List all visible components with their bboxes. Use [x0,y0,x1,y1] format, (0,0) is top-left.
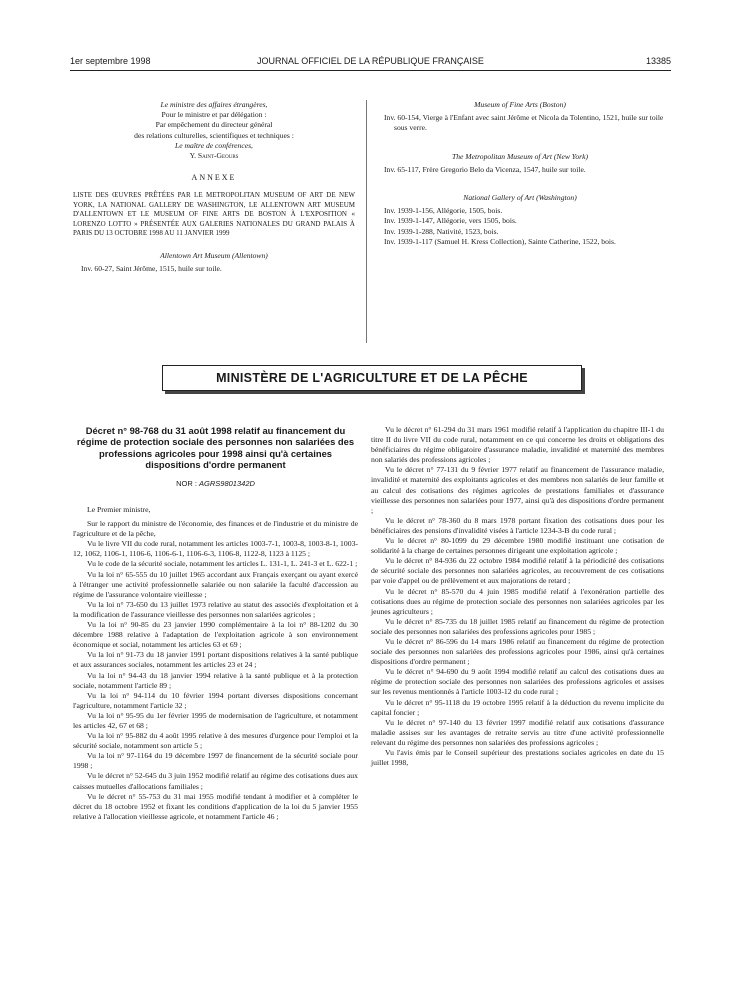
inventory-list [376,206,664,247]
header-page-number: 13385 [645,56,671,66]
museum-name: Allentown Art Museum (Allentown) [160,250,268,260]
decree-body-right [371,425,664,768]
decree-paragraph: Vu le décret n° 61-294 du 31 mars 1961 modifié relatif à l'application du chapitre III-1 du titre II du livre VII du code rural, notamment en ce qui concerne les droits et obligations des bénéficiaires du régime obligatoire d'assurance maladie, invalidité et maternité des membres non salariés des professions agricoles ; [371,425,664,465]
decree-paragraph: Vu le décret n° 97-140 du 13 février 1997 modifié relatif aux cotisations d'assurance maladie assises sur les avantages de retraite servis au titre d'une activité professionnelle relevant du régime des personnes non salariées des professions agricoles ; [371,717,664,747]
decree-paragraph: Vu le livre VII du code rural, notamment les articles 1003-7-1, 1003-8, 1003-8-1, 1003-12, 1062, 1106-1, 1106-6, 1106-6-1, 1106-6-3, 1106-8, 1122-8, 1123 à 1125 ; [73,539,358,559]
decree-paragraph: Vu la loi n° 91-73 du 18 janvier 1991 portant dispositions relatives à la santé publique et aux assurances sociales, notamment les articles 23 et 24 ; [73,650,358,670]
top-right-column [376,100,664,265]
signature-line-2: Pour le ministre et par délégation : [161,110,267,120]
museum-name: Museum of Fine Arts (Boston) [474,100,566,109]
decree-paragraph: Vu le décret n° 85-570 du 4 juin 1985 modifié relatif à l'exonération partielle des cotisations dues au régime de protection sociale des personnes non salariées agricoles par les jeunes agriculteurs ; [371,586,664,616]
decree-paragraph: Vu l'avis émis par le Conseil supérieur des prestations sociales agricoles en date du 15 juillet 1998, [371,748,664,768]
signature-block [73,100,355,161]
inventory-item: Inv. 1939-1-288, Nativité, 1523, bois. [384,226,499,236]
decree-title: Décret n° 98-768 du 31 août 1998 relatif au financement du régime de protection sociale des personnes non salariées des professions agricoles pour 1998 ainsi qu'à certaines dispositions d'ordre permanent [76,425,355,470]
signature-line-1: Le ministre des affaires étrangères, [160,100,268,109]
header-rule [70,70,671,71]
inventory-list [376,113,664,133]
ministry-heading-box [162,365,582,391]
decree-paragraph: Vu la loi n° 73-650 du 13 juillet 1973 relative au statut des associés d'exploitation et à la modification de l'assurance vieillesse des personnes non salariées agricoles ; [73,599,358,619]
annexe-heading: ANNEXE [191,173,237,183]
decree-paragraph: Vu la loi n° 95-95 du 1er février 1995 de modernisation de l'agriculture, et notamment les articles 42, 67 et 68 ; [73,710,358,730]
decree-paragraph: Vu la loi n° 97-1164 du 19 décembre 1997 de financement de la sécurité sociale pour 1998 ; [73,751,358,771]
header-journal-title: JOURNAL OFFICIEL DE LA RÉPUBLIQUE FRANÇAISE [257,56,484,66]
decree-paragraph: Vu la loi n° 95-882 du 4 août 1995 relative à des mesures d'urgence pour l'emploi et la sécurité sociale, notamment son article 5 ; [73,731,358,751]
inventory-item: Inv. 65-117, Frère Gregorio Belo da Vicenza, 1547, huile sur toile. [384,164,586,174]
inventory-list [73,264,355,274]
inventory-item: Inv. 1939-1-147, Allégorie, vers 1505, bois. [384,216,517,226]
decree-paragraph: Vu le décret n° 78-360 du 8 mars 1978 portant fixation des cotisations dues pour les bénéficiaires des pensions d'invalidité visées à l'article 1234-3-B du code rural ; [371,515,664,535]
decree-paragraph: Vu le décret n° 77-131 du 9 février 1977 relatif au financement de l'assurance maladie, invalidité et maternité des exploitants agricoles et des membres non salariés de leur famille et au calcul des cotisations des régimes agricoles de prestations familiales et d'assurance vieillesse des personnes non salariées pour 1977, ainsi qu'à des dispositions d'ordre permanent ; [371,465,664,515]
inventory-item: Inv. 60-27, Saint Jérôme, 1515, huile sur toile. [81,264,222,274]
inventory-item: Inv. 1939-1-156, Allégorie, 1505, bois. [384,206,503,216]
decree-paragraph: Vu la loi n° 94-114 du 10 février 1994 portant diverses dispositions concernant l'agriculture, notamment l'article 32 ; [73,690,358,710]
museum-name: The Metropolitan Museum of Art (New York) [452,151,588,161]
ministry-heading: MINISTÈRE DE L'AGRICULTURE ET DE LA PÊCHE [216,371,528,385]
inventory-item: Inv. 1939-1-117 (Samuel H. Kress Collection), Sainte Catherine, 1522, bois. [384,236,616,246]
nor-reference [73,479,358,488]
decree-paragraph: Sur le rapport du ministre de l'économie, des finances et de l'industrie et du ministre de l'agriculture et de la pêche, [73,519,358,539]
signature-line-5: Le maître de conférences, [175,140,253,150]
decree-paragraph: Vu le code de la sécurité sociale, notamment les articles L. 131-1, L. 241-3 et L. 622-1 ; [87,559,358,569]
column-divider [366,100,367,343]
decree-paragraph: Vu le décret n° 95-1118 du 19 octobre 1995 relatif à la déduction du revenu implicite du capital foncier ; [371,697,664,717]
top-left-column [73,100,355,292]
decree-paragraph: Le Premier ministre, [87,505,151,514]
decree-paragraph: Vu le décret n° 55-753 du 31 mai 1955 modifié tendant à modifier et à compléter le décret du 18 octobre 1952 et fixant les conditions d'application de la loi du 5 janvier 1955 relative à l'allocation vieillesse agricole, et notamment l'article 46 ; [73,791,358,821]
decree-paragraph: Vu la loi n° 90-85 du 23 janvier 1990 complémentaire à la loi n° 88-1202 du 30 décembre 1988 relative à l'adaptation de l'exploitation agricole à son environnement économique et social, notamment les articles 63 et 69 ; [73,620,358,650]
decree-paragraph: Vu le décret n° 94-690 du 9 août 1994 modifié relatif au calcul des cotisations dues au régime de protection sociale des personnes non salariées des professions agricoles et assises sur les revenus mentionnés à l'article 1003-12 du code rural ; [371,667,664,697]
annexe-list-title: LISTE DES ŒUVRES PRÊTÉES PAR LE METROPOLITAN MUSEUM OF ART DE NEW YORK, LA NATIONAL GALLERY DE WASHINGTON, LE ALLENTOWN ART MUSEUM D'ALLENTOWN ET LE MUSEUM OF FINE ARTS DE BOSTON À L'EXPOSITION « LORENZO LOTTO » PRÉSENTÉE AUX GALERIES NATIONALES DU GRAND PALAIS À PARIS DU 13 OCTOBRE 1998 AU 11 JANVIER 1999 [73,191,355,238]
decree-paragraph: Vu le décret n° 84-936 du 22 octobre 1984 modifié relatif à la périodicité des cotisations de sécurité sociale des personnes non salariées agricoles, au recouvrement de ces cotisations par voie d'appel ou de prélèvement et aux majorations de retard ; [371,556,664,586]
decree-paragraph: Vu le décret n° 85-735 du 18 juillet 1985 relatif au financement du régime de protection sociale des personnes non salariées des professions agricoles pour 1985 ; [371,616,664,636]
header-date: 1er septembre 1998 [70,56,151,66]
museum-name: National Gallery of Art (Washington) [463,193,577,203]
decree-paragraph: Vu le décret n° 52-645 du 3 juin 1952 modifié relatif au régime des cotisations dues aux caisses mutuelles d'allocations familiales ; [73,771,358,791]
signature-name: Y. Saint-Geours [189,151,239,161]
decree-paragraph: Vu le décret n° 80-1099 du 29 décembre 1980 modifié instituant une cotisation de solidarité à la charge de certaines personnes dirigeant une exploitation agricole ; [371,536,664,556]
signature-line-4: des relations culturelles, scientifiques et techniques : [134,130,294,140]
decree-paragraph: Vu la loi n° 65-555 du 10 juillet 1965 accordant aux Français exerçant ou ayant exercé à l'étranger une activité professionnelle salariée ou non salariée la faculté d'accession au régime de l'assurance volontaire vieillesse ; [73,569,358,599]
decree-paragraph: Vu la loi n° 94-43 du 18 janvier 1994 relative à la santé publique et à la protection sociale, notamment l'article 89 ; [73,670,358,690]
nor-label: NOR : [176,479,197,488]
decree-paragraph: Vu le décret n° 86-596 du 14 mars 1986 relatif au financement du régime de protection sociale des personnes non salariées des professions agricoles pour 1986, ainsi qu'à certaines dispositions d'ordre permanent ; [371,636,664,667]
inventory-list [376,165,664,175]
decree-body-left [73,505,358,822]
signature-line-3: Par empêchement du directeur général [155,120,273,130]
inventory-item: Inv. 60-154, Vierge à l'Enfant avec saint Jérôme et Nicola da Tolentino, 1521, huile sur toile sous verre. [384,113,664,133]
nor-code: AGRS9801342D [199,479,255,488]
